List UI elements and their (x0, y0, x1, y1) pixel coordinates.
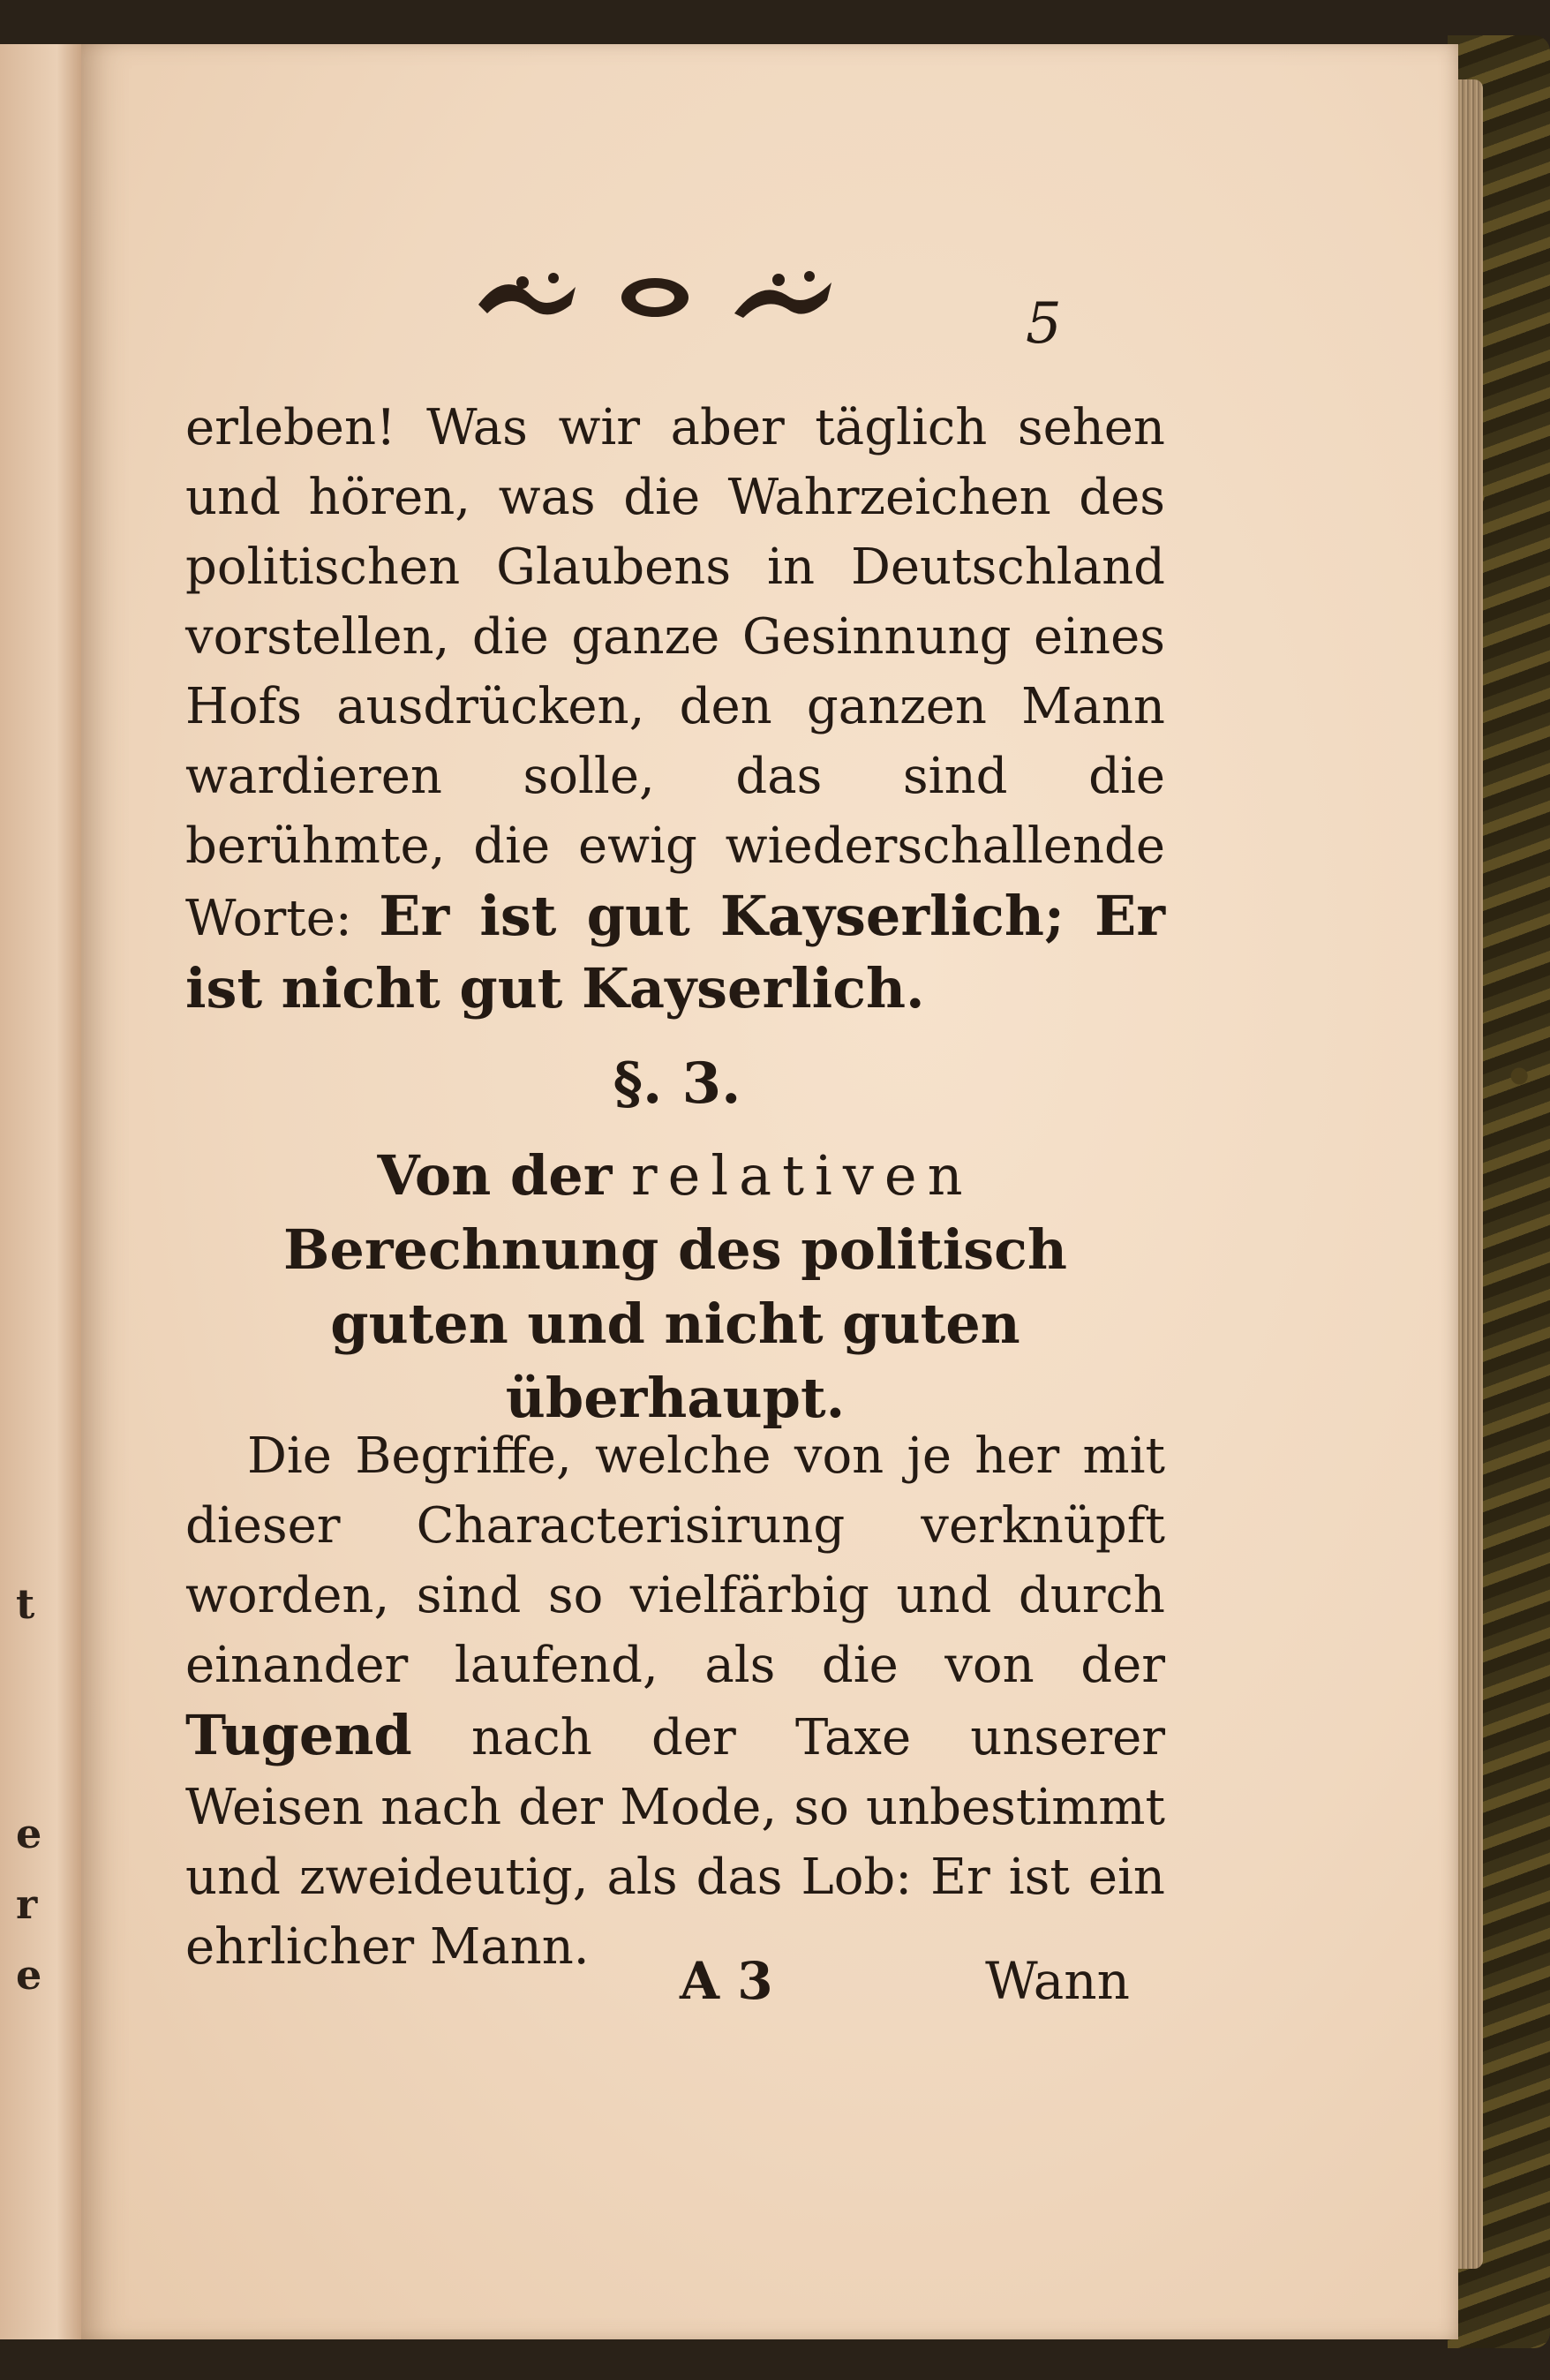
paragraph-2-tugend: Tugend (185, 1703, 412, 1767)
left-fragment: t (16, 1580, 35, 1628)
left-page-margin (0, 44, 81, 2339)
heading-start: Von der (377, 1143, 631, 1208)
signature-mark: A 3 (680, 1951, 773, 2011)
paragraph-1-emphasis: Er ist gut Kayserlich; Er ist nicht gut Kayserlich. (185, 884, 1165, 1021)
page-number: 5 (1026, 291, 1062, 357)
section-number: §. 3. (613, 1051, 741, 1117)
section-heading (185, 1139, 1165, 1435)
paragraph-2 (185, 1421, 1165, 1982)
heading-spaced-word: relativen (630, 1143, 974, 1208)
paragraph-2-text-a: Die Begriffe, welche von je her mit dieser Characterisirung verknüpft worden, sind so vielfärbig und durch einander laufend, als die von der (185, 1427, 1165, 1694)
left-fragment: e (16, 1951, 42, 1999)
heading-end: Berechnung des politisch guten und nicht guten überhaupt. (283, 1217, 1067, 1430)
catchword: Wann (985, 1951, 1130, 2011)
paragraph-2-text-b: nach der Taxe unserer Weisen nach der Mode, so unbestimmt und zweideutig, als das Lob: Er ist ein ehrlicher Mann. (185, 1709, 1165, 1976)
page-footer (185, 1951, 1165, 2030)
left-fragment: e (16, 1810, 42, 1857)
left-fragment: r (16, 1880, 38, 1928)
paragraph-1-text: erleben! Was wir aber täglich sehen und hören, was die Wahrzeichen des politischen Glaubens in Deutschland vorstellen, die ganze Gesinnung eines Hofs ausdrücken, den ganzen Mann wardieren solle, das sind die berühmte, die ewig wiederschallende Worte: (185, 399, 1165, 947)
paragraph-1 (185, 393, 1165, 1026)
ornament-vignette-icon (470, 260, 840, 331)
book-page (81, 44, 1458, 2339)
